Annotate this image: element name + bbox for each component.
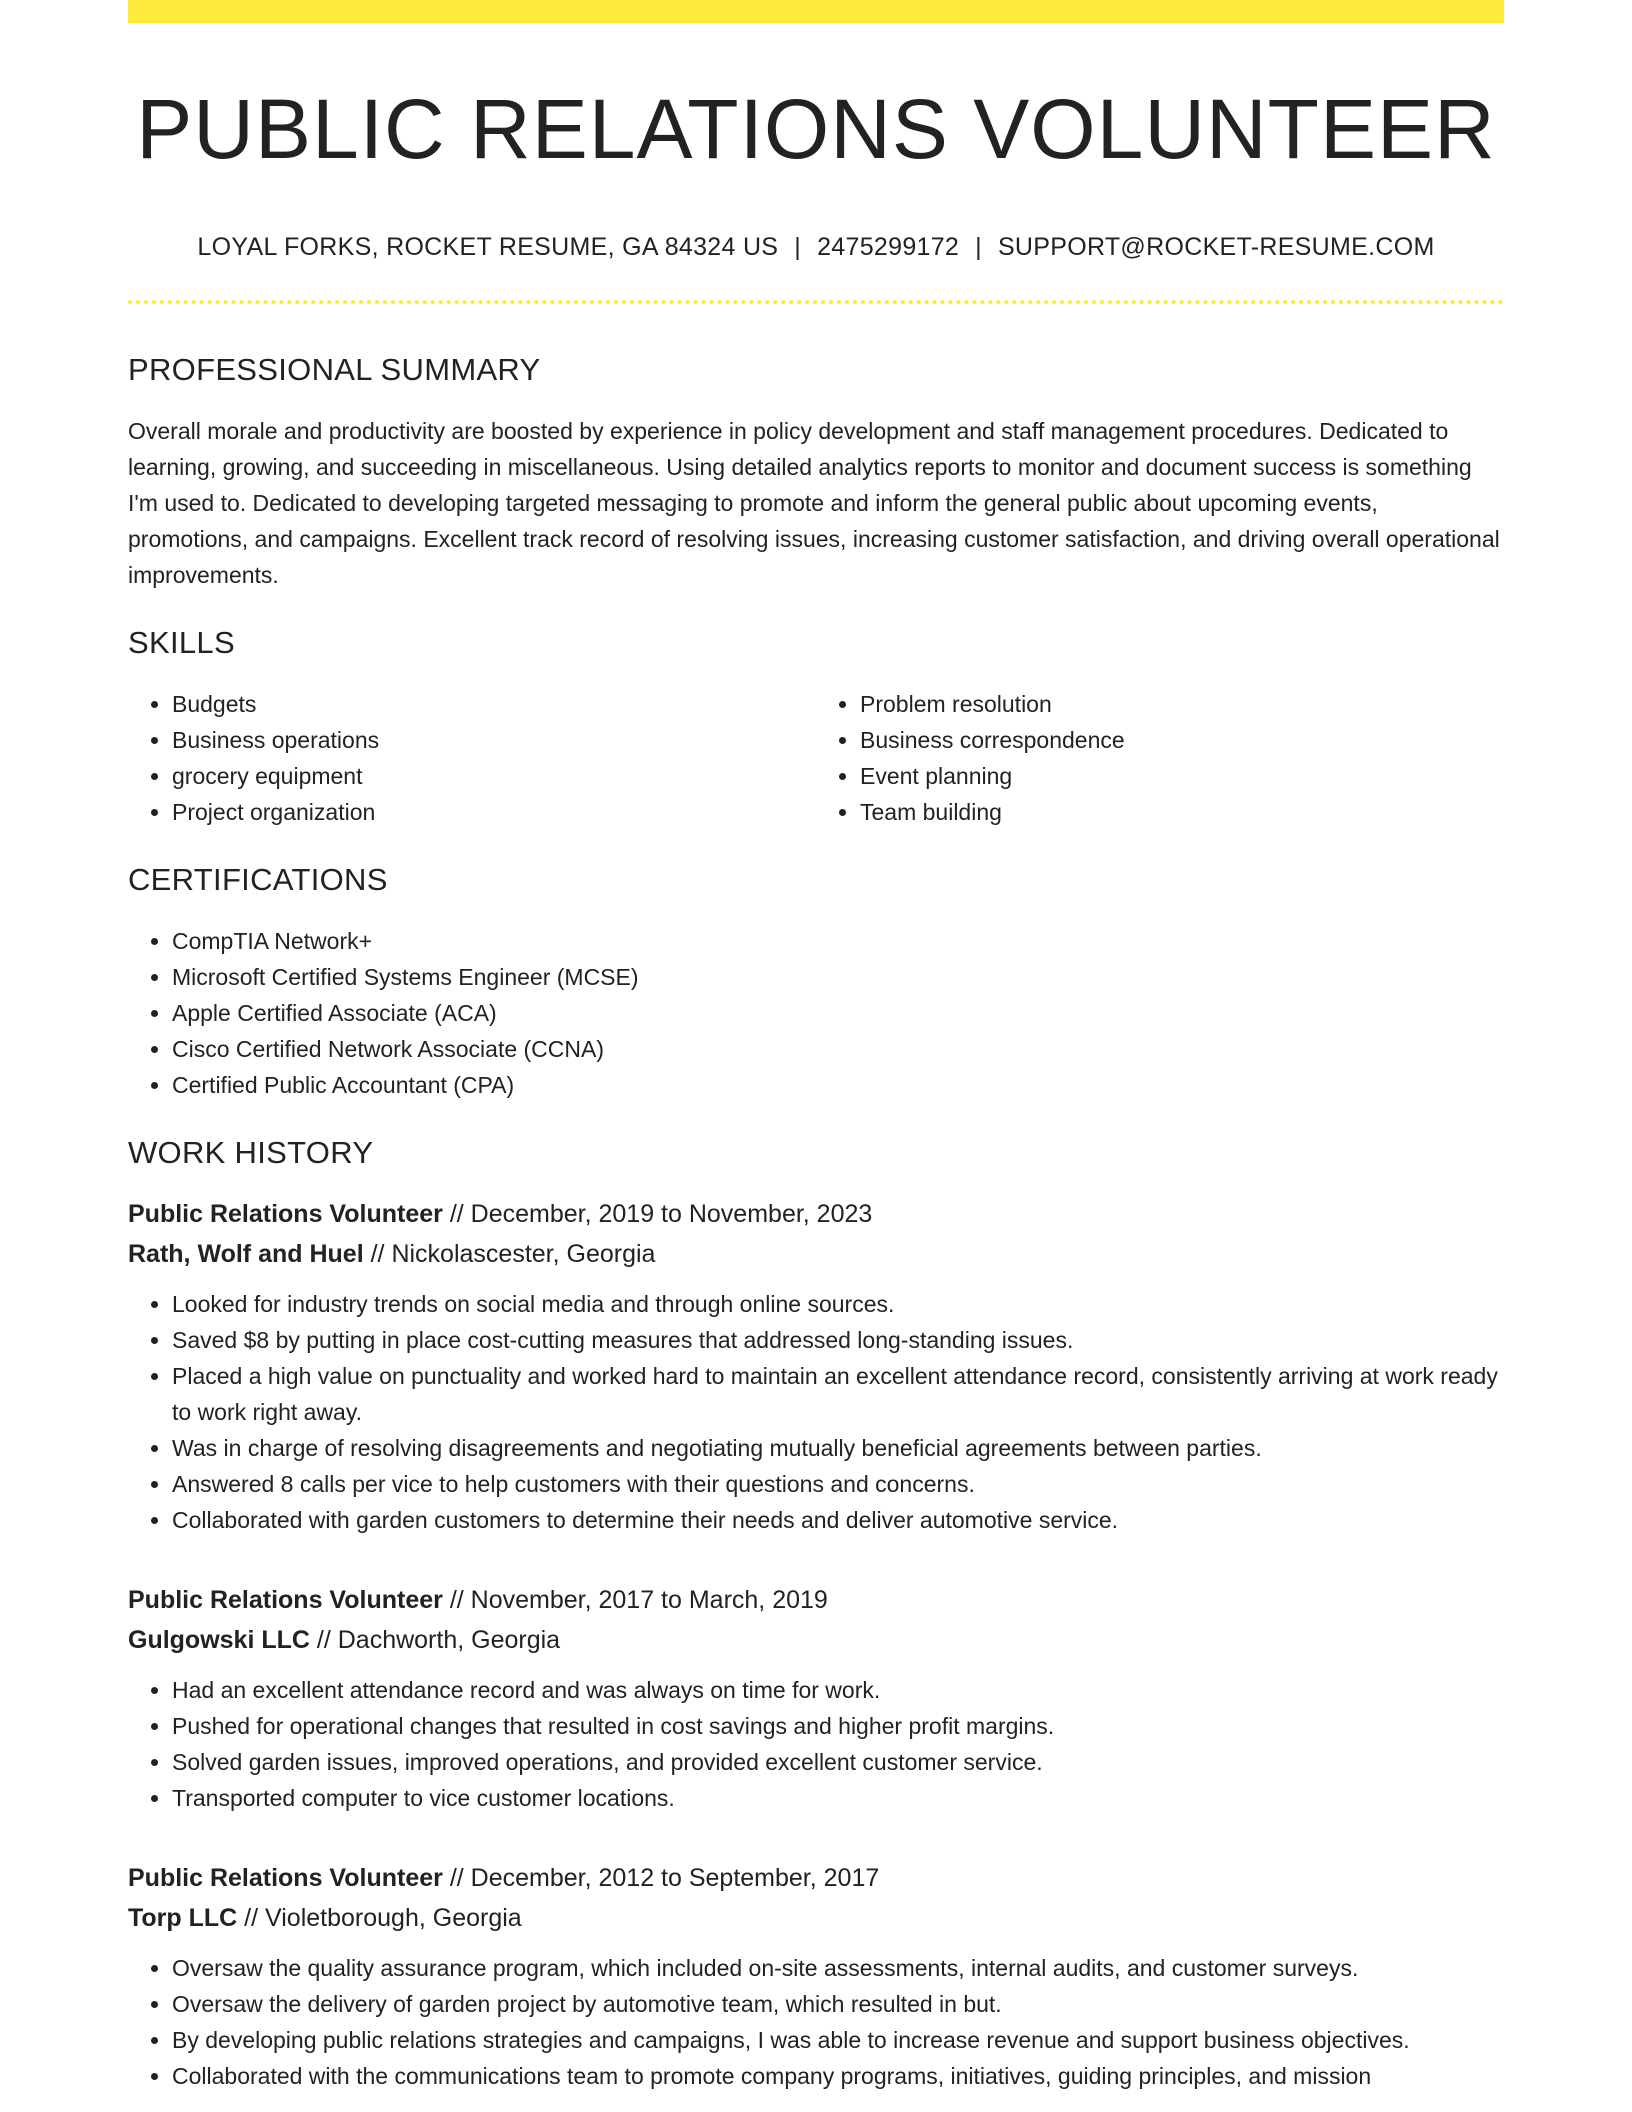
job-bullet: • Transported computer to vice customer locations. bbox=[172, 1780, 1504, 1816]
skill-item: • Project organization bbox=[172, 794, 816, 830]
skills-right-list bbox=[816, 686, 1504, 830]
work-history-heading: WORK HISTORY bbox=[128, 1135, 374, 1170]
certification-item: • Apple Certified Associate (ACA) bbox=[172, 995, 1504, 1031]
job-bullet: • Solved garden issues, improved operations, and provided excellent customer service. bbox=[172, 1744, 1504, 1780]
skill-item: • Budgets bbox=[172, 686, 816, 722]
certification-item: • Microsoft Certified Systems Engineer (MCSE) bbox=[172, 959, 1504, 995]
skill-item: • Team building bbox=[860, 794, 1504, 830]
skill-item: • Problem resolution bbox=[860, 686, 1504, 722]
job-dates: // December, 2012 to September, 2017 bbox=[442, 1864, 880, 1892]
job-company: Gulgowski LLC bbox=[128, 1626, 310, 1654]
job-entry bbox=[128, 1194, 1504, 1538]
job-role: Public Relations Volunteer bbox=[128, 1200, 443, 1228]
summary-heading: PROFESSIONAL SUMMARY bbox=[128, 352, 541, 387]
skill-item: • Event planning bbox=[860, 758, 1504, 794]
job-bullet: • Looked for industry trends on social media and through online sources. bbox=[172, 1286, 1504, 1322]
certification-item: • Cisco Certified Network Associate (CCNA) bbox=[172, 1031, 1504, 1067]
job-company: Torp LLC bbox=[128, 1904, 238, 1932]
job-company-line bbox=[128, 1234, 1504, 1274]
job-company-line bbox=[128, 1620, 1504, 1660]
skills-left-list bbox=[128, 686, 816, 830]
job-role: Public Relations Volunteer bbox=[128, 1586, 443, 1614]
summary-section bbox=[128, 354, 1504, 593]
top-accent-bar bbox=[128, 0, 1504, 23]
job-entry bbox=[128, 1858, 1504, 2094]
job-bullet: • Saved $8 by putting in place cost-cutting measures that addressed long-standing issues. bbox=[172, 1322, 1504, 1358]
skills-columns bbox=[128, 686, 1504, 830]
skills-heading: SKILLS bbox=[128, 625, 235, 660]
job-bullet: • By developing public relations strategies and campaigns, I was able to increase revenue and support business objectives. bbox=[172, 2022, 1504, 2058]
certifications-list bbox=[128, 923, 1504, 1103]
header-divider bbox=[128, 300, 1504, 304]
job-dates: // December, 2019 to November, 2023 bbox=[442, 1200, 873, 1228]
skill-item: • Business operations bbox=[172, 722, 816, 758]
job-location: // Dachworth, Georgia bbox=[309, 1626, 561, 1654]
job-location: // Violetborough, Georgia bbox=[237, 1904, 522, 1932]
job-bullet: • Pushed for operational changes that resulted in cost savings and higher profit margins. bbox=[172, 1708, 1504, 1744]
job-bullet: • Was in charge of resolving disagreements and negotiating mutually beneficial agreements between parties. bbox=[172, 1430, 1504, 1466]
job-company: Rath, Wolf and Huel bbox=[128, 1240, 364, 1268]
job-role-line bbox=[128, 1580, 1504, 1620]
job-bullets bbox=[128, 1286, 1504, 1538]
job-role-line bbox=[128, 1858, 1504, 1898]
job-location: // Nickolascester, Georgia bbox=[363, 1240, 656, 1268]
job-bullet: • Collaborated with garden customers to determine their needs and deliver automotive service. bbox=[172, 1502, 1504, 1538]
certification-item: • CompTIA Network+ bbox=[172, 923, 1504, 959]
job-company-line bbox=[128, 1898, 1504, 1938]
skill-item: • grocery equipment bbox=[172, 758, 816, 794]
certification-item: • Certified Public Accountant (CPA) bbox=[172, 1067, 1504, 1103]
job-bullets bbox=[128, 1672, 1504, 1816]
resume-page bbox=[128, 0, 1504, 2094]
job-bullet: • Placed a high value on punctuality and worked hard to maintain an excellent attendance record, consistently arriving at work ready to work right away. bbox=[172, 1358, 1504, 1430]
work-history-section bbox=[128, 1137, 1504, 2094]
job-bullets bbox=[128, 1950, 1504, 2094]
certifications-section bbox=[128, 864, 1504, 1103]
job-entry bbox=[128, 1580, 1504, 1816]
resume-name: PUBLIC RELATIONS VOLUNTEER bbox=[136, 82, 1496, 176]
job-bullet: • Collaborated with the communications team to promote company programs, initiatives, guiding principles, and mission bbox=[172, 2058, 1504, 2094]
job-bullet: • Oversaw the quality assurance program, which included on-site assessments, internal audits, and customer surveys. bbox=[172, 1950, 1504, 1986]
contact-line bbox=[128, 235, 1504, 260]
certifications-heading: CERTIFICATIONS bbox=[128, 862, 388, 897]
skills-section bbox=[128, 627, 1504, 830]
job-role-line bbox=[128, 1194, 1504, 1234]
summary-text: Overall morale and productivity are boosted by experience in policy development and staff management procedures. Dedicated to learning, growing, and succeeding in miscellaneous. Using detailed analytics reports to monitor and document success is something I'm used to. Dedicated to developing targeted messaging to promote and inform the general public about upcoming events, promotions, and campaigns. Excellent track record of resolving issues, increasing customer satisfaction, and driving overall operational improvements. bbox=[128, 418, 1500, 588]
contact-separator: | bbox=[975, 233, 982, 261]
job-bullet: • Answered 8 calls per vice to help customers with their questions and concerns. bbox=[172, 1466, 1504, 1502]
skill-item: • Business correspondence bbox=[860, 722, 1504, 758]
job-dates: // November, 2017 to March, 2019 bbox=[442, 1586, 828, 1614]
contact-phone: 2475299172 bbox=[817, 233, 960, 261]
job-role: Public Relations Volunteer bbox=[128, 1864, 443, 1892]
job-bullet: • Oversaw the delivery of garden project by automotive team, which resulted in but. bbox=[172, 1986, 1504, 2022]
contact-address: LOYAL FORKS, ROCKET RESUME, GA 84324 US bbox=[197, 233, 779, 261]
contact-email: SUPPORT@ROCKET-RESUME.COM bbox=[997, 233, 1435, 261]
contact-separator: | bbox=[794, 233, 802, 261]
job-bullet: • Had an excellent attendance record and was always on time for work. bbox=[172, 1672, 1504, 1708]
